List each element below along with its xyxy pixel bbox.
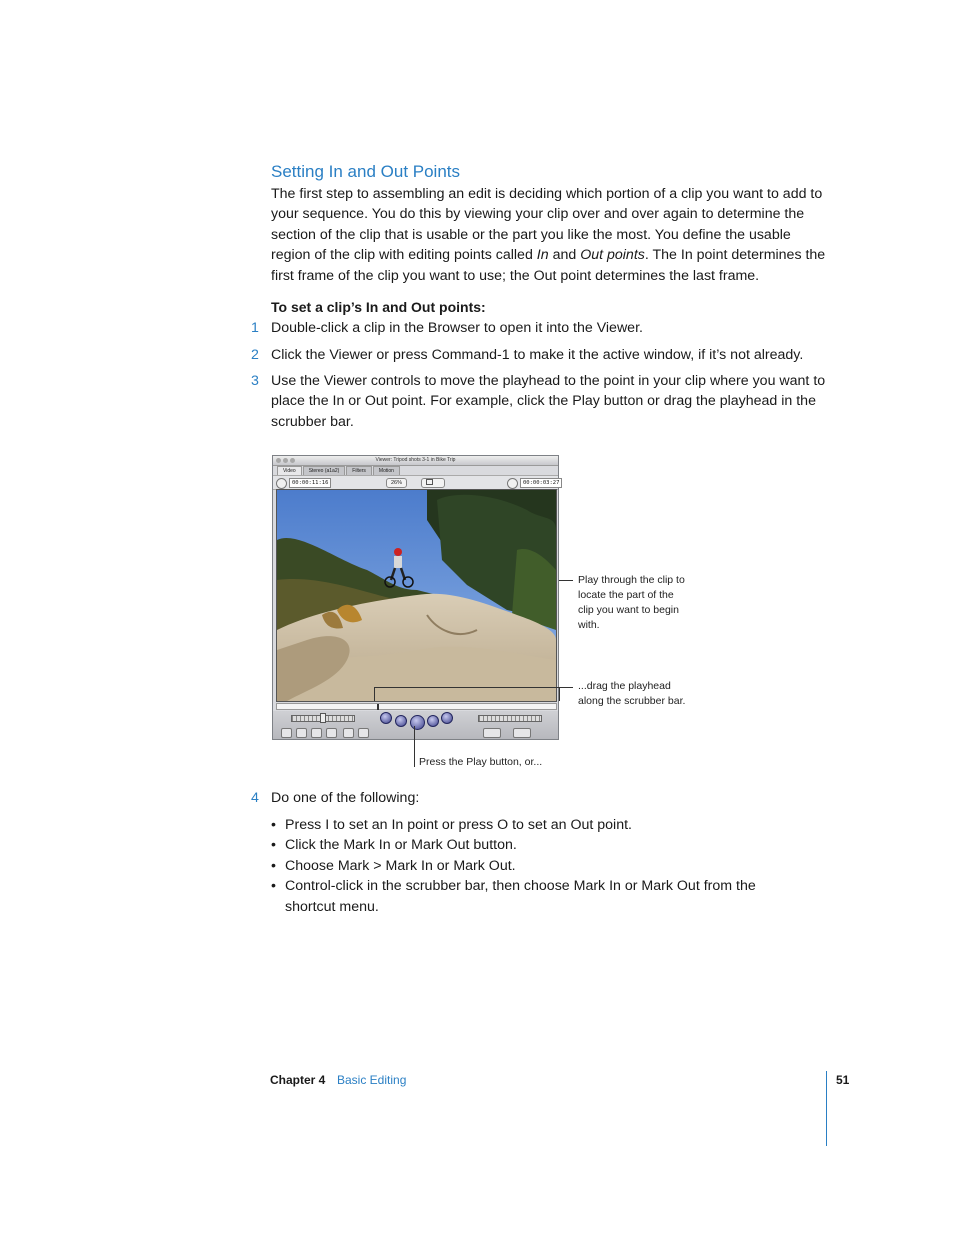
tab-filters[interactable]: Filters: [346, 466, 372, 475]
footer-divider: [826, 1071, 827, 1146]
bullet-glyph: •: [271, 837, 276, 854]
step-number: 2: [251, 347, 259, 363]
bullet-glyph: •: [271, 817, 276, 833]
list-item: [271, 835, 791, 855]
list-item: [271, 815, 791, 835]
list-item-text: Choose Mark > Mark In or Mark Out.: [285, 857, 516, 874]
intro-paragraph: [271, 184, 831, 286]
callout-line-scrubber-right: [559, 687, 560, 701]
viewer-title: Viewer: Tripod shots 3-1 in Bike Trip: [375, 457, 456, 463]
mountain-biker-scene: [277, 490, 556, 701]
add-keyframe-button[interactable]: [311, 728, 322, 738]
callout-line-scrubber-top: [374, 687, 560, 688]
playhead[interactable]: [377, 704, 379, 710]
view-popup[interactable]: [421, 478, 445, 488]
mark-clip-button[interactable]: [296, 728, 307, 738]
mark-out-button[interactable]: [358, 728, 369, 738]
generator-button[interactable]: [513, 728, 531, 738]
procedure-title: To set a clip’s In and Out points:: [271, 299, 486, 315]
intro-text-3: . The In point determines the first frame of the clip you want to use; the Out point determines the last frame.: [271, 247, 826, 284]
scrubber-bar[interactable]: [276, 703, 557, 710]
callout-line-frame: [559, 580, 573, 581]
step-text: Click the Viewer or press Command-1 to make it the active window, if it’s not already.: [271, 347, 804, 363]
options-list: [271, 815, 791, 917]
jog-control[interactable]: [478, 715, 542, 722]
step-number: 4: [251, 790, 259, 806]
callout-line-play: [414, 726, 415, 767]
term-out-points: Out points: [580, 247, 645, 264]
tab-stereo[interactable]: Stereo (a1a2): [303, 466, 346, 475]
view-mode-icon: [426, 479, 433, 485]
play-in-to-out-button[interactable]: [395, 715, 407, 727]
list-item: [271, 856, 791, 876]
timecode-current[interactable]: 00:00:03:27: [520, 478, 562, 488]
page-number: 51: [836, 1073, 850, 1087]
next-edit-button[interactable]: [441, 712, 453, 724]
previous-edit-button[interactable]: [380, 712, 392, 724]
list-item-text: Control-click in the scrubber bar, then choose Mark In or Mark Out from the shortcut menu.: [285, 878, 756, 915]
step-number: 3: [251, 373, 259, 389]
section-heading: Setting In and Out Points: [271, 162, 461, 181]
current-time-clock-icon: [507, 478, 518, 489]
intro-text-1: The first step to assembling an edit is deciding which portion of a clip you want to add to your sequence. You do this by viewing your clip over and over again to determine the section of the clip that is usable or the part you like the most. You define the usable region of the clip with editing points called: [271, 186, 823, 264]
tab-motion[interactable]: Motion: [373, 466, 400, 475]
step-number: 1: [251, 320, 259, 336]
footer-chapter-label: Chapter 4: [270, 1073, 326, 1087]
step-text: Double-click a clip in the Browser to open it into the Viewer.: [271, 320, 643, 336]
callout-press-play: Press the Play button, or...: [419, 756, 543, 768]
play-button[interactable]: [410, 715, 425, 730]
list-item: [271, 876, 791, 917]
bullet-glyph: •: [271, 878, 276, 895]
term-in: In: [536, 247, 549, 264]
callout-play-through: Play through the clip to locate the part of the clip you want to begin with.: [578, 574, 685, 631]
timecode-duration[interactable]: 00:00:11:16: [289, 478, 331, 488]
viewer-title-bar: [273, 456, 558, 466]
mark-in-button[interactable]: [343, 728, 354, 738]
viewer-tabs: [277, 466, 401, 474]
callout-drag-playhead: ...drag the playhead along the scrubber bar.: [578, 680, 686, 707]
step-text: Use the Viewer controls to move the playhead to the point in your clip where you want to place the In or Out point. For example, click the Play button or drag the playhead in the scrubber bar.: [271, 373, 826, 430]
footer-chapter-title: Basic Editing: [337, 1073, 407, 1087]
bullet-glyph: •: [271, 857, 276, 874]
match-frame-button[interactable]: [281, 728, 292, 738]
transport-controls: [273, 711, 558, 739]
zoom-popup[interactable]: 26%: [386, 478, 407, 488]
duration-clock-icon: [276, 478, 287, 489]
viewer-window-figure: [272, 455, 559, 740]
viewer-control-bar: [273, 475, 558, 490]
list-item-text: Click the Mark In or Mark Out button.: [285, 837, 517, 854]
intro-text-2: and: [548, 247, 581, 264]
video-frame-image: [276, 489, 557, 702]
step-text: Do one of the following:: [271, 790, 420, 806]
list-item-text: Press I to set an In point or press O to set an Out point.: [285, 817, 632, 833]
play-around-button[interactable]: [427, 715, 439, 727]
shuttle-knob[interactable]: [320, 713, 326, 723]
callout-line-scrubber-lead: [559, 687, 573, 688]
recent-clips-button[interactable]: [483, 728, 501, 738]
tab-video[interactable]: Video: [277, 466, 302, 475]
add-marker-button[interactable]: [326, 728, 337, 738]
callout-line-scrubber-left: [374, 687, 375, 701]
